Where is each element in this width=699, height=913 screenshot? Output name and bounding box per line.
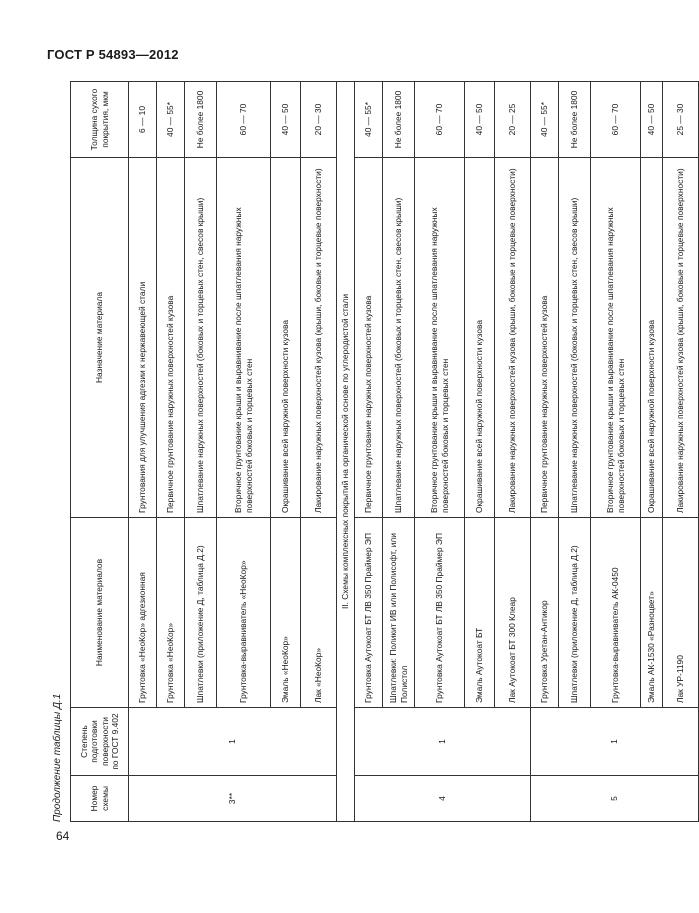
table-caption: Продолжение таблицы Д.1 xyxy=(52,693,63,822)
material-cell: Эмаль Аутокоат БТ xyxy=(465,518,495,708)
table-row xyxy=(531,82,559,822)
thickness-cell: 25 — 30 xyxy=(663,82,699,158)
material-cell: Лак «НеоКор» xyxy=(301,518,337,708)
thickness-cell: 40 — 55* xyxy=(157,82,185,158)
material-cell: Шпатлевки: Поликит ИВ или Полисофт, или Полистол xyxy=(383,518,415,708)
material-cell: Грунтовка Уретан-Антикор xyxy=(531,518,559,708)
thickness-cell: 40 — 55* xyxy=(531,82,559,158)
table-row xyxy=(129,82,157,822)
thickness-cell: 60 — 70 xyxy=(591,82,641,158)
column-header: Назначение материала xyxy=(71,158,129,518)
material-cell: Грунтовка Аутокоат БТ ЛВ 350 Праймер ЭП xyxy=(415,518,465,708)
column-header: Толщина сухого покрытия, мкм xyxy=(71,82,129,158)
material-cell: Лак Аутокоат БТ 300 Клеар xyxy=(495,518,531,708)
material-cell: Грунтовка «НеоКор» адгезионная xyxy=(129,518,157,708)
thickness-cell: 40 — 50 xyxy=(641,82,663,158)
material-cell: Грунтовка Аутокоат БТ ЛВ 350 Праймер ЭП xyxy=(355,518,383,708)
thickness-cell: 60 — 70 xyxy=(415,82,465,158)
scheme-number-cell: 4 xyxy=(355,776,531,822)
purpose-cell: Вторичное грунтование крыши и выравнивание после шпатлевания наружных поверхностей боковых и торцевых стен xyxy=(217,158,271,518)
table-container xyxy=(70,82,686,822)
section-heading: II. Схемы комплексных покрытий на органической основе по углеродистой стали xyxy=(337,82,355,822)
purpose-cell: Вторичное грунтование крыши и выравнивание после шпатлевания наружных поверхностей боковых и торцевых стен xyxy=(591,158,641,518)
thickness-cell: 40 — 55* xyxy=(355,82,383,158)
purpose-cell: Лакирование наружных поверхностей кузова (крыши, боковые и торцевые поверхности) xyxy=(663,158,699,518)
column-header: Номер схемы xyxy=(71,776,129,822)
purpose-cell: Первичное грунтование наружных поверхностей кузова xyxy=(355,158,383,518)
purpose-cell: Шпатлевание наружных поверхностей (боковых и торцевых стен, свесов крыши) xyxy=(185,158,217,518)
thickness-cell: 20 — 25 xyxy=(495,82,531,158)
purpose-cell: Лакирование наружных поверхностей кузова (крыши, боковые и торцевые поверхности) xyxy=(301,158,337,518)
scheme-number-cell: 3** xyxy=(129,776,337,822)
table-row xyxy=(355,82,383,822)
material-cell: Эмаль «НеоКор» xyxy=(271,518,301,708)
materials-table xyxy=(70,81,699,822)
thickness-cell: 40 — 50 xyxy=(271,82,301,158)
purpose-cell: Первичное грунтование наружных поверхностей кузова xyxy=(531,158,559,518)
thickness-cell: 20 — 30 xyxy=(301,82,337,158)
purpose-cell: Окрашивание всей наружной поверхности кузова xyxy=(465,158,495,518)
scheme-number-cell: 5 xyxy=(531,776,699,822)
column-header: Степень подготовки поверхности по ГОСТ 9.402 xyxy=(71,708,129,776)
thickness-cell: 40 — 50 xyxy=(465,82,495,158)
material-cell: Грунтовка-выравниватель АК-0450 xyxy=(591,518,641,708)
page-number: 64 xyxy=(56,829,70,843)
purpose-cell: Окрашивание всей наружной поверхности кузова xyxy=(271,158,301,518)
material-cell: Грунтовка-выравниватель «НеоКор» xyxy=(217,518,271,708)
material-cell: Шпатлевки (приложение Д, таблица Д.2) xyxy=(185,518,217,708)
purpose-cell: Шпатлевание наружных поверхностей (боковых и торцевых стен, свесов крыши) xyxy=(559,158,591,518)
material-cell: Лак УР-1190 xyxy=(663,518,699,708)
thickness-cell: Не более 1800 xyxy=(383,82,415,158)
thickness-cell: Не более 1800 xyxy=(559,82,591,158)
surface-degree-cell: 1 xyxy=(355,708,531,776)
thickness-cell: 60 — 70 xyxy=(217,82,271,158)
purpose-cell: Шпатлевание наружных поверхностей (боковых и торцевых стен, свесов крыши) xyxy=(383,158,415,518)
column-header: Наименование материалов xyxy=(71,518,129,708)
material-cell: Шпатлевки (приложение Д, таблица Д.2) xyxy=(559,518,591,708)
table-header-row xyxy=(71,82,129,822)
table-rotated xyxy=(70,82,686,822)
thickness-cell: Не более 1800 xyxy=(185,82,217,158)
material-cell: Эмаль АК-1530 «Разноцвет» xyxy=(641,518,663,708)
surface-degree-cell: 1 xyxy=(129,708,337,776)
caption-container xyxy=(52,82,64,822)
purpose-cell: Окрашивание всей наружной поверхности кузова xyxy=(641,158,663,518)
purpose-cell: Лакирование наружных поверхностей кузова (крыши, боковые и торцевые поверхности) xyxy=(495,158,531,518)
surface-degree-cell: 1 xyxy=(531,708,699,776)
purpose-cell: Грунтования для улучшения адгезии к нержавеющей стали xyxy=(129,158,157,518)
material-cell: Грунтовка «НеоКор» xyxy=(157,518,185,708)
purpose-cell: Вторичное грунтование крыши и выравнивание после шпатлевания наружных поверхностей боковых и торцевых стен xyxy=(415,158,465,518)
thickness-cell: 6 — 10 xyxy=(129,82,157,158)
purpose-cell: Первичное грунтование наружных поверхностей кузова xyxy=(157,158,185,518)
standard-header: ГОСТ Р 54893—2012 xyxy=(47,47,179,62)
section-row xyxy=(337,82,355,822)
